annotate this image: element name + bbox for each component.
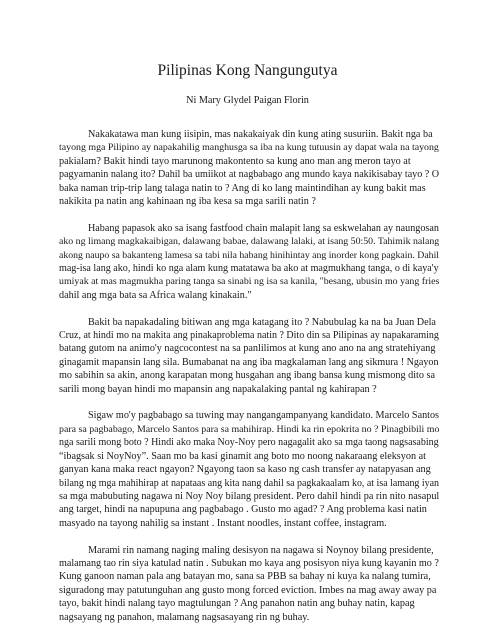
paragraph-line: malamang tao rin siya katulad natin . Subukan mo kaya ang posisyon niya kung kayanin mo ? (59, 557, 439, 569)
paragraph-line: baka naman trip-trip lang talaga natin to ? Ang di ko lang maintindihan ay kung bakit mas (59, 182, 426, 194)
paragraph-line: ginagamit mapansin lang sila. Bumabanat na ang iba magkalaman lang ang sikmura ! Ngayon (59, 356, 439, 368)
paragraph-line: nagsayang ng panahon, malamang nagsasayang rin ng buhay. (59, 611, 310, 623)
paragraph-line: sarili mong bayan hindi mo mapansin ang napakalaking pantal ng kahirapan ? (59, 383, 377, 395)
paragraph-line: tayong mga Pilipino ay napakahilig manghusga sa iba na kung tutuusin ay dapat wala na tayong (59, 142, 439, 154)
paragraph-line: mag-isa lang ako, hindi ko nga alam kung matatawa ba ako at magmukhang tanga, o di kaya'y (59, 263, 439, 275)
paragraph-line: Sigaw mo'y pagbabago sa tuwing may nangangampanyang kandidato. Marcelo Santos (88, 410, 440, 422)
paragraph-line: ganyan kana maka react ngayon? Ngayong taon sa kaso ng cash transfer ay natapyasan ang (59, 464, 431, 476)
paragraph-line: pagyamanin nalang ito? Dahil ba umiikot at nagbabago ang mundo kaya nakikisabay tayo ? O (59, 169, 440, 181)
paragraph-line: Kung ganoon naman pala ang batayan mo, sana sa PBB sa bahay ni kuya ka nalang tumira, (59, 571, 431, 583)
paragraph-line: Bakit ba napakadaling bitiwan ang mga katagang ito ? Nabubulag ka na ba Juan Dela (88, 316, 436, 328)
document-title: Pilipinas Kong Nangungutya (157, 62, 338, 79)
paragraph-line: pakialam? Bakit hindi tayo marunong makontento sa kung ano man ang meron tayo at (59, 155, 411, 167)
paragraph-line: Marami rin namang naging maling desisyon na nagawa si Noynoy bilang presidente, (88, 544, 434, 556)
paragraph-line: dahil ang mga bata sa Africa walang kinakain." (59, 289, 252, 301)
paragraph-line: Habang papasok ako sa isang fastfood chain malapit lang sa eskwelahan ay naungosan (88, 222, 439, 234)
paragraph-line: tayo, bakit hindi nalang tayo magtulungan ? Ang panahon natin ang buhay natin, kapag (59, 598, 415, 610)
paragraph (59, 128, 439, 208)
paragraph-line: ang target, hindi na napupuna ang pagbabago . Gusto mo agad? ? Ang problema kasi natin (59, 504, 427, 516)
paragraph-line: bilang ng mga mahihirap at napataas ang kita nang dahil sa pagkakaalam ko, at isa lamang iyan (59, 477, 440, 489)
paragraph (59, 544, 439, 624)
paragraph-line: mo sabihin sa akin, anong karapatan mong husgahan ang ibang bansa kung mismong dito sa (59, 370, 436, 382)
author-byline: Ni Mary Glydel Paigan Florin (186, 95, 309, 106)
paragraph-line: umiyak at mas magmukha paring tanga sa sinabi ng isa sa kanila, "besang, ubusin mo yang fries (59, 276, 440, 288)
paragraph-line: masyado na tayong nahilig sa instant . Instant noodles, instant coffee, instagram. (59, 517, 387, 529)
paragraph-line: para sa pagbabago, Marcelo Santos para sa mahihirap. Hindi ka rin epokrita no ? Pinagbibili mo (59, 423, 440, 435)
paragraph-line: ako ng limang magkakaibigan, dalawang babae, dalawang lalaki, at isang 50:50. Tahimik nalang (59, 236, 440, 248)
paragraph (59, 409, 439, 530)
paragraph (59, 222, 439, 302)
paragraph-line: akong naupo sa bakanteng lamesa sa tabi nila habang hinihintay ang inorder kong pagkain. Dahil (59, 249, 440, 261)
paragraph-line: nakikita pa natin ang kahinaan ng iba kesa sa mga sarili natin ? (59, 196, 316, 208)
document-body (59, 128, 439, 637)
paragraph-line: Cruz, at hindi mo na makita ang pinakaproblema natin ? Dito din sa Pilipinas ay napakaraming (59, 330, 439, 342)
paragraph-line: nga sarili mong boto ? Hindi ako maka Noy-Noy pero nagagalit ako sa mga taong nagsasabing (59, 437, 439, 449)
paragraph-line: sa mga mabubuting nagawa ni Noy Noy bilang president. Pero dahil hindi pa rin nito nasapul (59, 490, 440, 502)
paragraph-line: siguradong may patutunguhan ang gusto mong forced eviction. Imbes na mag away away pa (59, 584, 437, 596)
paragraph (59, 316, 439, 396)
paragraph-line: batang gutom na animo'y nagcocontest na sa panlilimos at kung ano ano na ang stratehiyang (59, 343, 436, 355)
paragraph-line: Nakakatawa man kung iisipin, mas nakakaiyak din kung ating susuriin. Bakit nga ba (88, 129, 433, 140)
paragraph-line: “ibagsak si NoyNoy”. Saan mo ba kasi ginamit ang boto mo noong nakaraang eleksyon at (59, 450, 426, 462)
